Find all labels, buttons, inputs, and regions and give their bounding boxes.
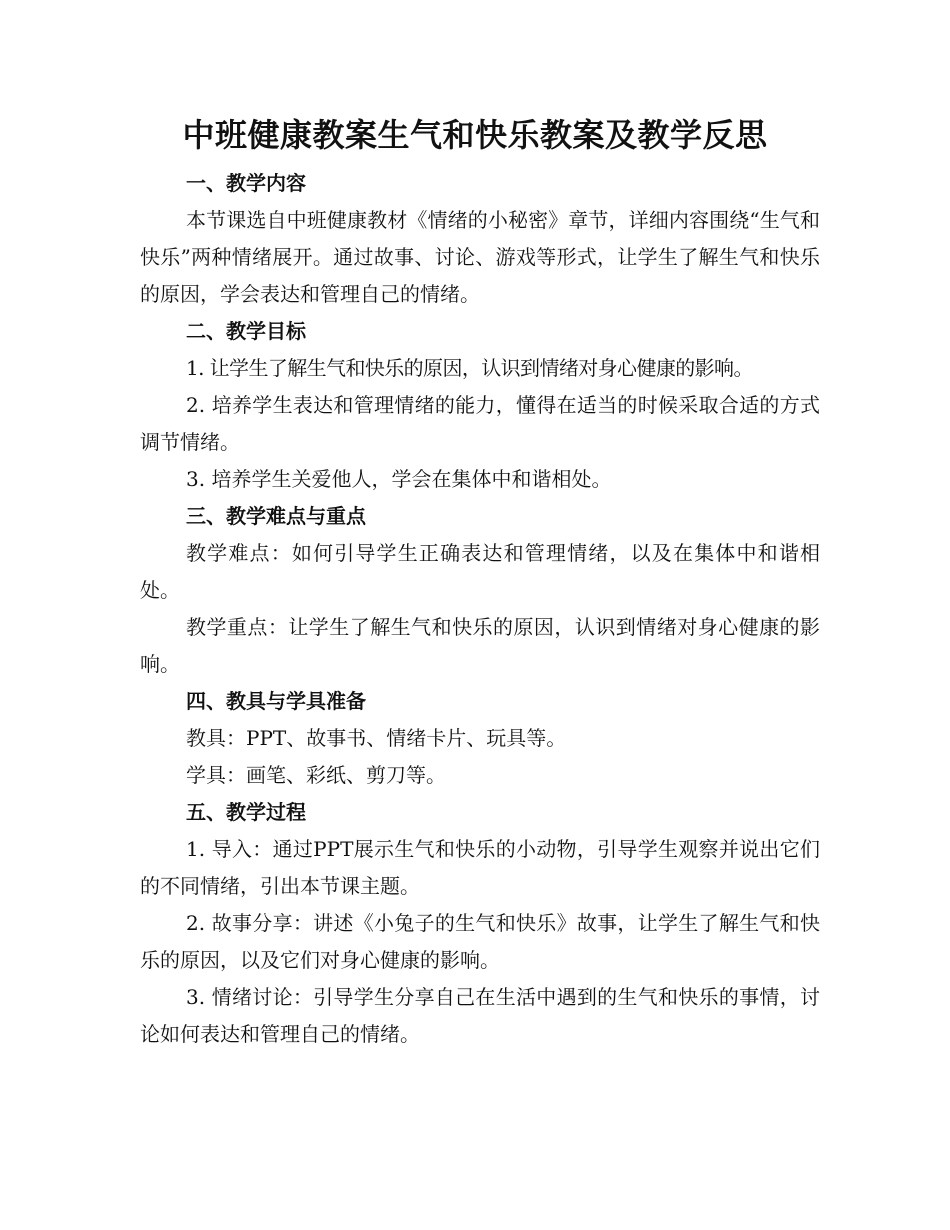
document-body bbox=[140, 165, 820, 1053]
section-heading: 五、教学过程 bbox=[186, 800, 306, 824]
section-heading: 一、教学内容 bbox=[186, 171, 306, 195]
list-item: 3. 培养学生关爱他人，学会在集体中和谐相处。 bbox=[186, 467, 612, 491]
list-item: 1. 导入：通过PPT展示生气和快乐的小动物，引导学生观察并说出它们的不同情绪，引出本节课主题。 bbox=[140, 837, 820, 898]
section-paragraph: 本节课选自中班健康教材《情绪的小秘密》章节，详细内容围绕“生气和快乐”两种情绪展开。通过故事、讨论、游戏等形式，让学生了解生气和快乐的原因，学会表达和管理自己的情绪。 bbox=[140, 208, 820, 306]
section-heading: 三、教学难点与重点 bbox=[186, 504, 366, 528]
section-paragraph: 教学重点：让学生了解生气和快乐的原因，认识到情绪对身心健康的影响。 bbox=[140, 615, 820, 676]
section-paragraph: 学具：画笔、彩纸、剪刀等。 bbox=[186, 763, 446, 787]
document-title: 中班健康教案生气和快乐教案及教学反思 bbox=[182, 116, 768, 154]
section-heading: 二、教学目标 bbox=[186, 319, 306, 343]
section-paragraph: 教学难点：如何引导学生正确表达和管理情绪，以及在集体中和谐相处。 bbox=[140, 541, 820, 602]
section-paragraph: 教具：PPT、故事书、情绪卡片、玩具等。 bbox=[186, 726, 567, 750]
list-item: 2. 培养学生表达和管理情绪的能力，懂得在适当的时候采取合适的方式调节情绪。 bbox=[140, 393, 820, 454]
section-heading: 四、教具与学具准备 bbox=[186, 689, 366, 713]
list-item: 2. 故事分享：讲述《小兔子的生气和快乐》故事，让学生了解生气和快乐的原因，以及它们对身心健康的影响。 bbox=[140, 911, 820, 972]
list-item: 1. 让学生了解生气和快乐的原因，认识到情绪对身心健康的影响。 bbox=[186, 356, 753, 380]
list-item: 3. 情绪讨论：引导学生分享自己在生活中遇到的生气和快乐的事情，讨论如何表达和管理自己的情绪。 bbox=[140, 985, 820, 1046]
